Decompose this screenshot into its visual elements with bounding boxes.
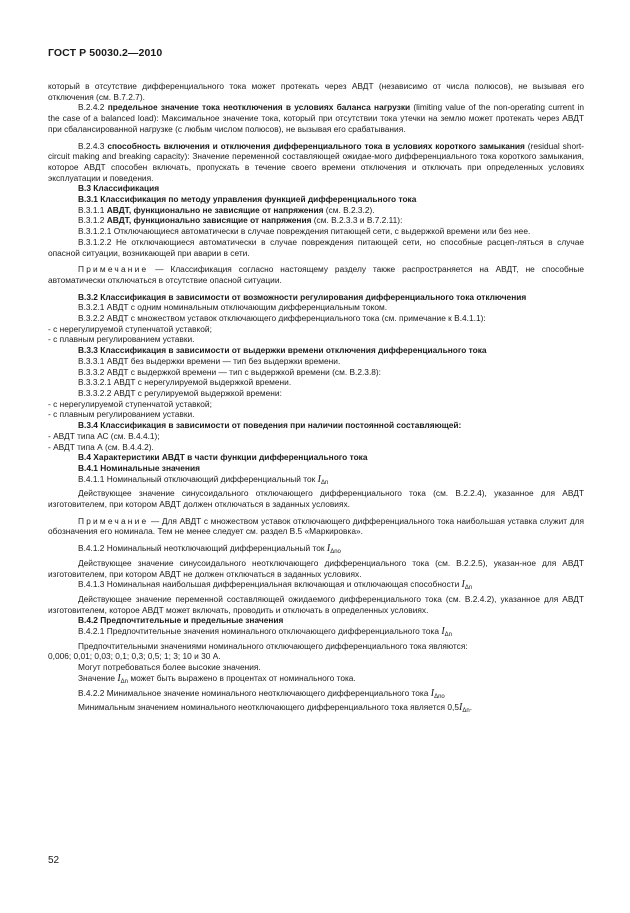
symbol-subscript: Δn	[120, 678, 129, 685]
paragraph-b312	[48, 215, 584, 226]
paragraph-b322: В.3.2.2 АВДТ с множеством уставок отключающего дифференциального тока (см. примечание к В.4.1.1):	[78, 313, 486, 324]
paragraph-b421-higher: Могут потребоваться более высокие значения.	[78, 662, 261, 673]
clause-number: В.2.4.3	[78, 140, 108, 151]
paragraph-b411	[48, 474, 584, 489]
symbol-subscript: Δno	[434, 693, 445, 700]
clause-text: В.4.1.1 Номинальный отключающий дифференциальный ток	[78, 473, 318, 484]
paragraph-b421	[48, 626, 584, 641]
note-2	[48, 516, 584, 537]
header-title: ГОСТ Р 50030.2—2010	[48, 47, 163, 59]
page-header	[48, 47, 162, 59]
page-number: 52	[48, 855, 60, 866]
paragraph-b421-intro: Предпочтительными значениями номинального отключающего дифференциального тока являются:	[78, 640, 468, 651]
heading-text: В.4 Характеристики АВДТ в части функции дифференциального тока	[78, 452, 368, 463]
heading-b3	[48, 183, 584, 194]
clause-number: В.3.1.2	[78, 215, 107, 226]
clause-text: В.4.1.2 Номинальный неотключающий дифференциальный ток	[78, 543, 327, 554]
reference: (см. В.2.3.2).	[323, 204, 375, 215]
reference: (см. В.2.3.3 и В.7.2.11):	[311, 215, 403, 226]
preferred-values: 0,006; 0,01; 0,03; 0,1; 0,3; 0,5; 1; 3; 10 и 30 А.	[48, 651, 221, 662]
paragraph-b412-def: Действующее значение синусоидального неотключающего дифференциального тока (см. В.2.2.5), указан-ное для АВДТ изготовителем, при котором АВДТ не должен отключаться в заданных условиях.	[48, 557, 584, 579]
current-symbol: I	[441, 626, 445, 638]
heading-text: В.3 Классификация	[78, 183, 160, 194]
paragraph-b422	[48, 688, 584, 703]
text-fragment: может быть выражено в процентах от номинального тока.	[128, 672, 356, 683]
heading-b42	[48, 615, 584, 626]
clause-number: В.3.1.1	[78, 204, 107, 215]
term: предельное значение тока неотключения в условиях баланса нагрузки	[107, 102, 411, 113]
list-item: - с плавным регулированием уставки.	[48, 409, 195, 420]
note-text: — Для АВДТ с множеством уставок отключающего дифференциального тока наибольшая уставка служит для обозначения его номинала. Тем не менее следует см. раздел В.5 «Маркировка».	[48, 515, 584, 537]
list-item: - с нерегулируемой ступенчатой уставкой;	[48, 323, 212, 334]
heading-b34	[48, 420, 584, 431]
current-symbol: I	[117, 672, 121, 684]
paragraph-b243	[48, 141, 584, 184]
note-text: — Классификация согласно настоящему разделу также распространяется на АВДТ, не способные автоматически отключаться в отсутствие опасной ситуации.	[48, 264, 584, 285]
paragraph-b411-def: Действующее значение синусоидального отключающего дифференциального тока (см. В.2.2.4), указанное для АВДТ изготовителем, при котором АВДТ должен отключаться в заданных условиях.	[48, 488, 584, 510]
paragraph-b3321: В.3.3.2.1 АВДТ с нерегулируемой выдержкой времени.	[78, 377, 292, 388]
note-label: Примечание	[78, 515, 149, 526]
paragraph-b3121: В.3.1.2.1 Отключающиеся автоматически в случае повреждения питающей сети, с выдержкой времени или без нее.	[78, 226, 531, 237]
term: АВДТ, функционально зависящие от напряжения	[106, 215, 312, 226]
clause-text: В.4.1.3 Номинальная наибольшая дифференциальная включающая и отключающая способности	[78, 579, 462, 590]
paragraph-b3122: В.3.1.2.2 Не отключающиеся автоматически в случае повреждения питающей сети, но способные расцеп-ляться в случае опасной ситуации, возникающей при аварии в сети.	[48, 236, 584, 258]
symbol-subscript: Δn	[464, 585, 473, 592]
heading-text: В.4.2 Предпочтительные и предельные значения	[78, 615, 284, 626]
term: способность включения и отключения дифференциального тока в условиях короткого замыкания	[107, 140, 525, 151]
list-item: - АВДТ типа АС (см. В.4.4.1);	[48, 430, 160, 441]
text-fragment: Минимальным значением номинального неотключающего дифференциального тока является 0,5	[78, 702, 459, 713]
clause-number: В.2.4.2	[78, 102, 108, 113]
heading-text: В.3.4 Классификация в зависимости от поведения при наличии постоянной составляющей:	[78, 420, 462, 431]
heading-text: В.3.1 Классификация по методу управления функцией дифференциального тока	[78, 194, 417, 205]
list-item: - с плавным регулированием уставки.	[48, 334, 195, 345]
heading-b4	[48, 452, 584, 463]
current-symbol: I	[461, 579, 465, 591]
paragraph-b413	[48, 579, 584, 594]
list-item: - с нерегулируемой ступенчатой уставкой;	[48, 398, 212, 409]
heading-text: В.3.2 Классификация в зависимости от возможности регулирования дифференциального тока отключения	[78, 291, 527, 302]
text-fragment: .	[469, 702, 473, 713]
paragraph-b412	[48, 543, 584, 558]
paragraph-b331: В.3.3.1 АВДТ без выдержки времени — тип без выдержки времени.	[78, 355, 341, 366]
heading-text: В.4.1 Номинальные значения	[78, 462, 200, 473]
definition: (limiting value of the non-operating current in the case of a balanced load): Максимальное значение тока, который при отсутствии тока утечки на землю может протекать через АВДТ при сбалансированной нагрузке (с любым числом полюсов), не вызывая его срабатывания.	[48, 102, 584, 134]
heading-b32	[48, 292, 584, 303]
paragraph-b413-def: Действующее значение переменной составляющей ожидаемого дифференциального тока (см. В.2.4.2), указанное для АВДТ изготовителем, которое АВДТ может включать, проводить и отключать в определенных условиях.	[48, 593, 584, 615]
clause-text: В.4.2.1 Предпочтительные значения номинального отключающего дифференциального тока	[78, 626, 442, 637]
paragraph-b421-pct	[48, 673, 584, 688]
note-label: Примечание	[78, 264, 149, 275]
paragraph-b3322: В.3.3.2.2 АВДТ с регулируемой выдержкой времени:	[78, 387, 282, 398]
paragraph-b332: В.3.3.2 АВДТ с выдержкой времени — тип с выдержкой времени (см. В.2.3.8):	[78, 366, 381, 377]
term: АВДТ, функционально не зависящие от напряжения	[106, 204, 324, 215]
symbol-subscript: Δn	[462, 708, 470, 715]
paragraph-b242	[48, 102, 584, 134]
heading-b33	[48, 345, 584, 356]
symbol-subscript: Δn	[320, 479, 329, 486]
paragraph-b321: В.3.2.1 АВДТ с одним номинальным отключающим дифференциальным током.	[78, 302, 388, 313]
clause-text: В.4.2.2 Минимальное значение номинального неотключающего дифференциального тока	[78, 687, 431, 698]
current-symbol: I	[317, 473, 321, 485]
paragraph-b422-def	[48, 702, 584, 717]
symbol-subscript: Δn	[444, 632, 453, 639]
heading-text: В.3.3 Классификация в зависимости от выдержки времени отключения дифференциального тока	[78, 345, 487, 356]
document-body	[48, 81, 584, 717]
note-1	[48, 264, 584, 285]
text-fragment: Значение	[78, 672, 118, 683]
definition: (residual short-circuit making and breaking capacity): Значение переменной составляющей ожидае-мого дифференциального тока короткого замыкания, которое АВДТ способен включать, пропускать в течение своего времени отключения и отключать при определенных условиях эксплуатации и поведения.	[48, 140, 584, 183]
paragraph-b311	[48, 205, 584, 216]
symbol-subscript: Δno	[330, 549, 341, 556]
current-symbol: I	[459, 702, 463, 714]
paragraph: который в отсутствие дифференциального тока может протекать через АВДТ (независимо от числа полюсов), не вызывая его отключения (см. В.7.2.7).	[48, 81, 584, 102]
heading-b31	[48, 194, 584, 205]
heading-b41	[48, 463, 584, 474]
current-symbol: I	[326, 543, 331, 555]
list-item: - АВДТ типа А (см. В.4.4.2).	[48, 441, 154, 452]
current-symbol: I	[430, 687, 435, 699]
